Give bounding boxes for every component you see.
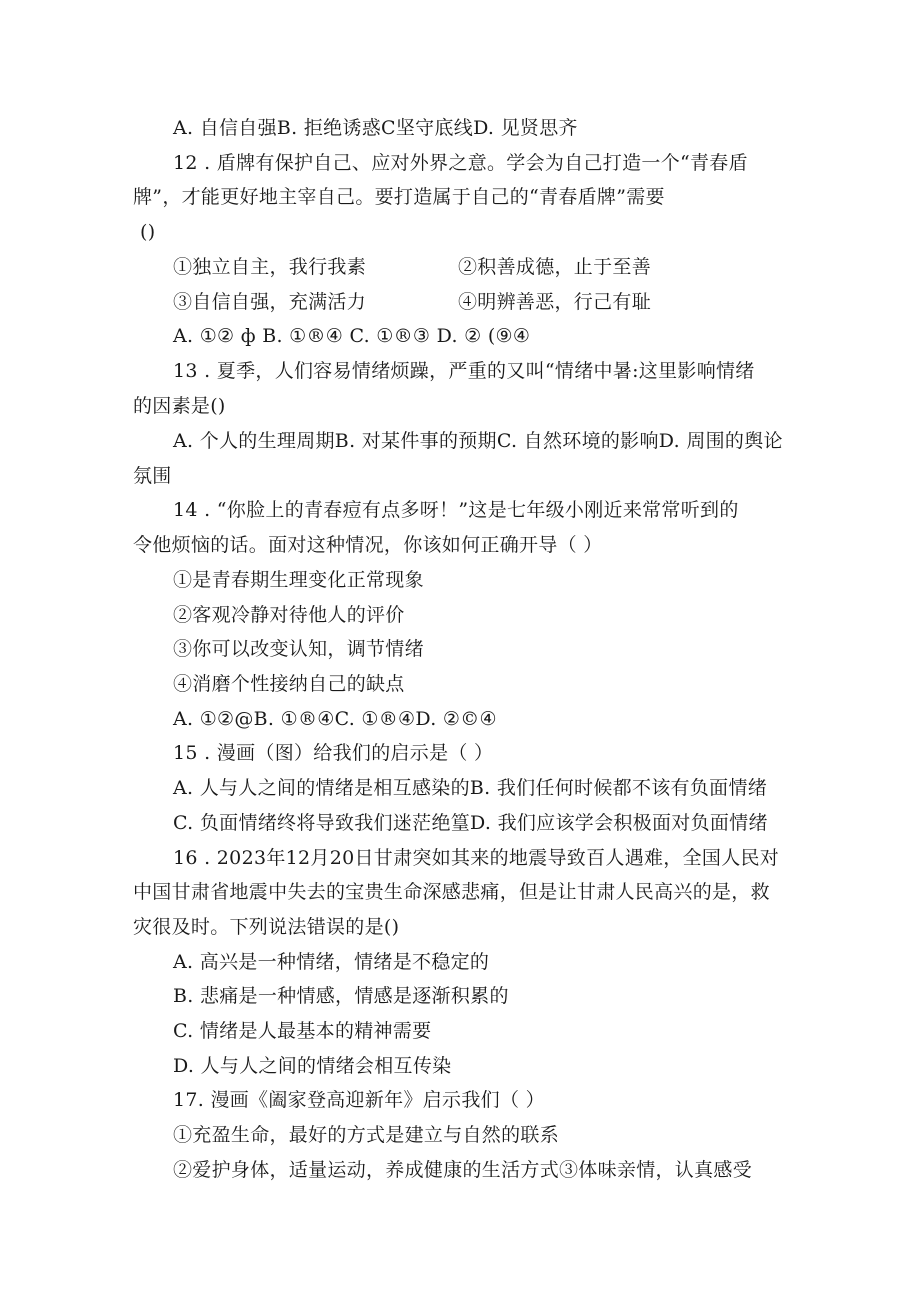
q12-answer-paren: () — [140, 221, 156, 243]
q15-stem: 15 . 漫画（图）给我们的启示是（ ） — [173, 742, 494, 764]
q13-options-line1: A. 个人的生理周期B. 对某件事的预期C. 自然环境的影响D. 周围的舆论 — [173, 430, 783, 452]
q16-option-b: B. 悲痛是一种情感，情感是逐渐积累的 — [173, 985, 509, 1007]
q14-item-3: ③你可以改变认知，调节情绪 — [173, 638, 424, 660]
q16-option-c: C. 情绪是人最基本的精神需要 — [173, 1020, 432, 1042]
q17-stem: 17. 漫画《阖家登高迎新年》启示我们（ ） — [173, 1089, 545, 1111]
q14-stem-line2: 令他烦恼的话。面对这种情况，你该如何正确开导（ ） — [133, 534, 603, 556]
q14-options: A. ①②@B. ①®④C. ①®④D. ②©④ — [173, 708, 497, 730]
q11-options: A. 自信自强B. 拒绝诱惑C坚守底线D. 见贤思齐 — [173, 117, 578, 139]
q12-item-2: ②积善成德，止于至善 — [458, 256, 652, 278]
q14-item-2: ②客观冷静对待他人的评价 — [173, 604, 405, 626]
q14-item-1: ①是青春期生理变化正常现象 — [173, 569, 424, 591]
q16-stem-line2: 中国甘肃省地震中失去的宝贵生命深感悲痛，但是让甘肃人民高兴的是，救 — [133, 881, 770, 903]
q12-stem-line1: 12 . 盾牌有保护自己、应对外界之意。学会为自己打造一个“青春盾 — [173, 152, 748, 174]
q16-stem-line3: 灾很及时。下列说法错误的是() — [133, 916, 400, 938]
q13-stem-line1: 13 . 夏季，人们容易情绪烦躁，严重的又叫“情绪中暑:这里影响情绪 — [173, 360, 755, 382]
q12-item-3: ③自信自强，充满活力 — [173, 291, 367, 313]
q12-item-1: ①独立自主，我行我素 — [173, 256, 367, 278]
q14-item-4: ④消磨个性接纳自己的缺点 — [173, 673, 405, 695]
q12-item-4: ④明辨善恶，行己有耻 — [458, 291, 652, 313]
q12-options: A. ①② ф B. ①®④ C. ①®③ D. ② (⑨④ — [173, 325, 531, 347]
q13-options-line2: 氛围 — [133, 465, 172, 487]
q15-options-line1: A. 人与人之间的情绪是相互感染的B. 我们任何时候都不该有负面情绪 — [173, 777, 768, 799]
q13-stem-line2: 的因素是() — [133, 395, 226, 417]
q17-item-1: ①充盈生命，最好的方式是建立与自然的联系 — [173, 1124, 560, 1146]
q16-option-a: A. 高兴是一种情绪，情绪是不稳定的 — [173, 951, 490, 973]
q14-stem-line1: 14 . “你脸上的青春痘有点多呀！”这是七年级小刚近来常常听到的 — [173, 499, 739, 521]
q16-option-d: D. 人与人之间的情绪会相互传染 — [173, 1055, 452, 1077]
q12-stem-line2: 牌”，才能更好地主宰自己。要打造属于自己的“青春盾牌”需要 — [133, 186, 665, 208]
q16-stem-line1: 16 . 2023年12月20日甘肃突如其来的地震导致百人遇难，全国人民对 — [173, 847, 780, 869]
q17-item-2: ②爱护身体，适量运动，养成健康的生活方式③体味亲情，认真感受 — [173, 1159, 753, 1181]
q15-options-line2: C. 负面情绪终将导致我们迷茫绝篁D. 我们应该学会积极面对负面情绪 — [173, 812, 768, 834]
